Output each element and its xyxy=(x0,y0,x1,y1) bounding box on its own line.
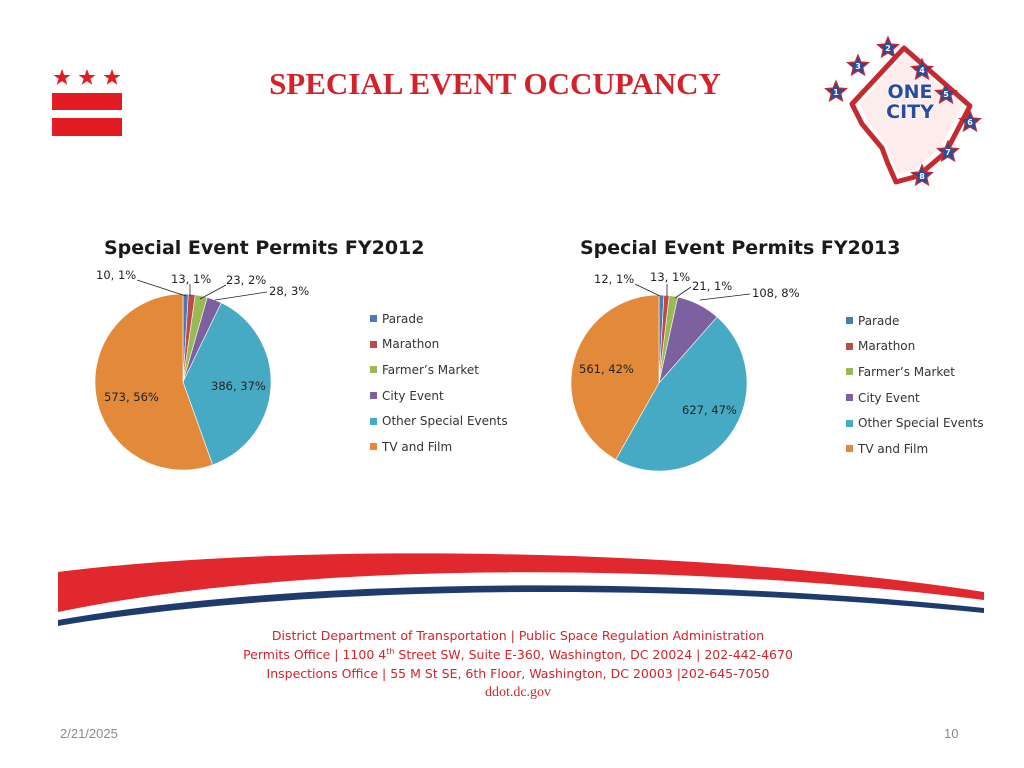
data-label-leader-line xyxy=(700,294,750,300)
legend-label: TV and Film xyxy=(858,441,929,456)
legend-fy2013 xyxy=(846,308,984,462)
legend-label: Marathon xyxy=(858,339,916,354)
legend-label: TV and Film xyxy=(382,439,453,454)
svg-text:ONE: ONE xyxy=(887,81,933,103)
data-label: 23, 2% xyxy=(226,273,267,287)
legend-item xyxy=(846,308,984,334)
ward-number: 1 xyxy=(833,88,839,98)
legend-item xyxy=(370,357,508,383)
legend-item xyxy=(846,385,984,411)
legend-label: Parade xyxy=(858,313,900,328)
legend-label: Farmer’s Market xyxy=(382,362,480,377)
footer-line-agency: District Department of Transportation | Public Space Regulation Administration xyxy=(271,628,765,643)
footer-website-link[interactable]: ddot.dc.gov xyxy=(484,685,552,700)
legend-item xyxy=(370,383,508,409)
legend-swatch xyxy=(846,343,853,350)
legend-item xyxy=(846,410,984,436)
data-label: 28, 3% xyxy=(269,284,310,298)
decorative-swoosh xyxy=(0,548,1024,638)
data-label: 561, 42% xyxy=(579,362,634,376)
ward-number: 4 xyxy=(919,66,925,76)
legend-swatch xyxy=(370,366,377,373)
legend-fy2012 xyxy=(370,306,508,460)
legend-swatch xyxy=(370,341,377,348)
ward-number: 5 xyxy=(943,90,949,100)
legend-swatch xyxy=(370,392,377,399)
ward-number: 2 xyxy=(885,44,891,54)
legend-item xyxy=(846,359,984,385)
legend-item xyxy=(370,306,508,332)
chart-title-fy2012: Special Event Permits FY2012 xyxy=(104,237,425,259)
slide-date: 2/21/2025 xyxy=(60,726,118,741)
data-label: 13, 1% xyxy=(650,270,691,284)
legend-swatch xyxy=(370,418,377,425)
data-label: 108, 8% xyxy=(752,286,800,300)
ward-number: 7 xyxy=(945,148,951,158)
legend-item xyxy=(370,434,508,460)
legend-label: Parade xyxy=(382,311,424,326)
legend-item xyxy=(370,332,508,358)
legend-label: Other Special Events xyxy=(858,416,984,431)
legend-swatch xyxy=(846,420,853,427)
data-label-leader-line xyxy=(675,287,691,298)
legend-swatch xyxy=(370,443,377,450)
legend-swatch xyxy=(846,317,853,324)
data-label: 21, 1% xyxy=(692,279,733,293)
footer-line-inspections: Inspections Office | 55 M St SE, 6th Floor, Washington, DC 20003 |202-645-7050 xyxy=(266,666,770,681)
ward-number: 8 xyxy=(919,172,925,182)
legend-swatch xyxy=(846,394,853,401)
legend-item xyxy=(846,436,984,462)
data-label: 386, 37% xyxy=(211,379,266,393)
legend-swatch xyxy=(846,368,853,375)
chart-title-fy2013: Special Event Permits FY2013 xyxy=(580,237,901,259)
legend-item xyxy=(370,408,508,434)
footer-line-permits: Permits Office | 1100 4th Street SW, Suite E-360, Washington, DC 20024 | 202-442-4670 xyxy=(243,646,793,662)
slide-title: SPECIAL EVENT OCCUPANCY xyxy=(269,66,721,101)
data-label-leader-line xyxy=(635,284,660,296)
data-label: 10, 1% xyxy=(96,268,137,282)
data-label: 573, 56% xyxy=(104,390,159,404)
legend-label: Other Special Events xyxy=(382,414,508,429)
ward-number: 6 xyxy=(967,118,973,128)
data-label: 12, 1% xyxy=(594,272,635,286)
svg-text:CITY: CITY xyxy=(886,101,934,123)
data-label: 627, 47% xyxy=(682,403,737,417)
legend-label: City Event xyxy=(382,388,444,403)
legend-label: Marathon xyxy=(382,337,440,352)
data-label: 13, 1% xyxy=(171,272,212,286)
legend-item xyxy=(846,334,984,360)
slide-number: 10 xyxy=(944,726,959,741)
legend-swatch xyxy=(846,445,853,452)
legend-label: Farmer’s Market xyxy=(858,364,956,379)
footer-contact xyxy=(160,626,876,702)
legend-swatch xyxy=(370,315,377,322)
legend-label: City Event xyxy=(858,390,920,405)
ward-number: 3 xyxy=(855,62,861,72)
